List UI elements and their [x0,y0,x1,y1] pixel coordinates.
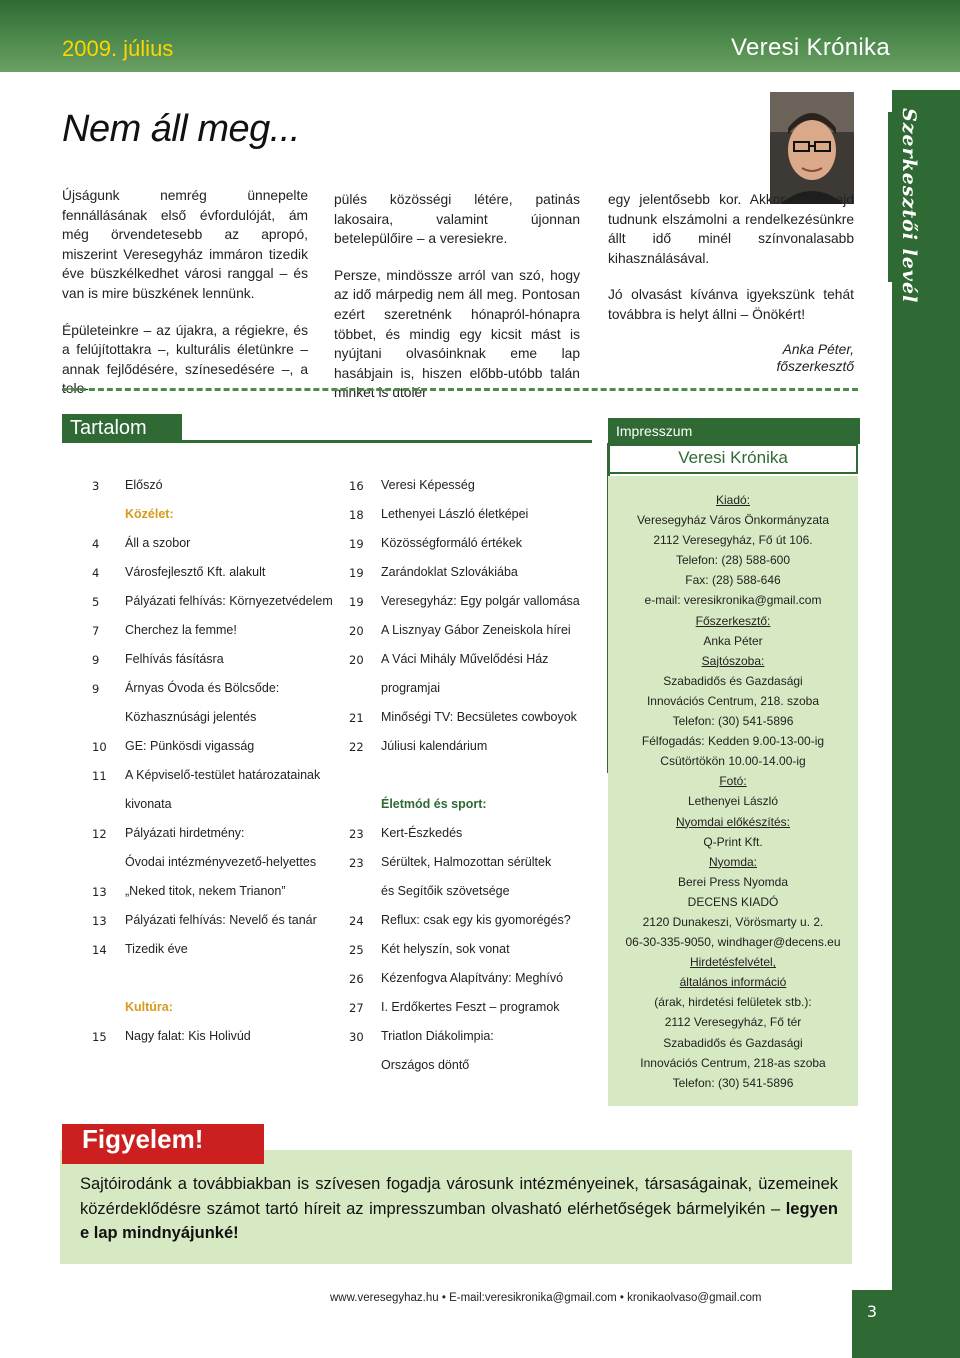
toc-entry: Lethenyei László életképei [381,507,529,521]
toc-entry: Zarándoklat Szlovákiába [381,565,518,579]
toc-entry: Nagy falat: Kis Holivúd [125,1029,251,1043]
toc-entry: Felhívás fásításra [125,652,224,666]
impressum-line: e-mail: veresikronika@gmail.com [644,593,822,608]
issue-date: 2009. július [62,36,174,61]
impressum-line: Szabadidős és Gazdasági [663,1035,803,1050]
toc-entry: Két helyszín, sok vonat [381,942,510,956]
impressum-key: Nyomdai előkészítés: [675,814,791,829]
toc-page-number: 20 [349,624,364,638]
portrait-image [770,92,854,204]
impressum-key: Nyomda: [708,854,758,869]
section-divider [62,388,858,391]
impressum-line: Q-Print Kft. [703,834,763,849]
toc-page-number: 19 [349,566,364,580]
toc-section-heading: Életmód és sport: [381,797,487,811]
paragraph: Újságunk nemrég ünnepelte fennállásának első évfordulóját, ám még örvendetesebb az apropó, miszerint Veresegyház immáron tizedik éve büszkélkedhet városi ranggal – és van is mire büszkének lennünk. [62,188,308,301]
toc-page-number: 15 [92,1030,107,1044]
toc-page-number: 24 [349,914,364,928]
toc-page-number: 16 [349,479,364,493]
impressum-line: Csütörtökön 10.00-14.00-ig [660,754,806,769]
toc-page-number: 9 [92,682,100,696]
impressum-line: Innovációs Centrum, 218. szoba [646,693,820,708]
toc-entry: Reflux: csak egy kis gyomorégés? [381,913,571,927]
toc-page-number: 12 [92,827,107,841]
toc-page-number: 19 [349,537,364,551]
toc-page-number: 14 [92,943,107,957]
toc-entry: GE: Pünkösdi vigasság [125,739,255,753]
toc-entry: A Képviselő-testület határozatainak [125,768,321,782]
toc-entry: Júliusi kalendárium [381,739,488,753]
toc-entry: Minőségi TV: Becsületes cowboyok [381,710,577,724]
impressum-key: Főszerkesztő: [695,613,771,628]
signature-name: Anka Péter, [782,341,854,357]
toc-page-number: 20 [349,653,364,667]
toc-page-number: 4 [92,566,100,580]
impressum-line: Szabadidős és Gazdasági [663,673,803,688]
impressum-line: Veresegyház Város Önkormányzata [636,513,830,528]
impressum-key: általános információ [679,975,787,990]
impressum-tab: Impresszum [608,418,860,444]
toc-entry: Veresi Képesség [381,478,475,492]
impressum-line: 06-30-335-9050, windhager@decens.eu [625,935,841,950]
toc-entry: programjai [381,681,441,695]
toc-entry: Áll a szobor [125,536,191,550]
notice-emphasis: legyen e lap mindnyájunké! [80,1199,838,1242]
toc-entry: kivonata [125,797,172,811]
impressum-line: Telefon: (28) 588-600 [675,553,791,568]
toc-entry: Közösségformáló értékek [381,536,523,550]
paragraph: Jó olvasást kívánva igyekszünk tehát továbbra is helyt állni – Önökért! [608,287,854,322]
toc-page-number: 23 [349,856,364,870]
toc-entry: Triatlon Diákolimpia: [381,1029,494,1043]
toc-page-number: 25 [349,943,364,957]
impressum-line: Telefon: (30) 541-5896 [672,714,794,729]
notice-body: Sajtóirodánk a továbbiakban is szívesen fogadja városunk intézményeinek, társaságainak, üzemeinek közérdeklődésre számot tartó híreit az impresszumban olvasható elérhetőségek bármelyikén – [80,1175,838,1218]
article-title: Nem áll meg... [62,108,300,150]
toc-entry: Pályázati hirdetmény: [125,826,245,840]
toc-page-number: 26 [349,972,364,986]
toc-page-number: 13 [92,914,107,928]
toc-page-number: 11 [92,769,107,783]
impressum-line: 2112 Veresegyház, Fő út 106. [653,533,813,548]
toc-entry: Pályázati felhívás: Nevelő és tanár [125,913,317,927]
toc-page-number: 13 [92,885,107,899]
toc-entry: Pályázati felhívás: Környezetvédelem [125,594,333,608]
toc-page-number: 9 [92,653,100,667]
toc-entry: Országos döntő [381,1058,470,1072]
impressum-line: 2120 Dunakeszi, Vörösmarty u. 2. [642,914,824,929]
notice-text [80,1172,838,1246]
editor-photo [770,92,854,204]
paragraph: pülés közösségi létére, patinás lakosaira, valamint újonnan betelepülőire – a veresiekre. [334,192,580,247]
paragraph: Persze, mindössze arról van szó, hogy az idő márpedig nem áll meg. Pontosan ezért szeretnénk hónapról-hónapra többet, és mindig egy kicsit mást is nyújtani olvasóinknak eme lap hasábjain is, hiszen előbb-utóbb talán minket is utolér [334,267,580,401]
toc-page-number: 4 [92,537,100,551]
toc-entry: Kézenfogva Alapítvány: Meghívó [381,971,564,985]
toc-entry: Árnyas Óvoda és Bölcsőde: [125,681,280,695]
toc-page-number: 22 [349,740,364,754]
page-number-box [852,1290,892,1358]
toc-entry: Városfejlesztő Kft. alakult [125,565,266,579]
impressum-title: Veresi Krónika [678,448,788,467]
impressum-line: Anka Péter [703,633,763,648]
paragraph: Épületeinkre – az újakra, a régiekre, és a felújítottakra –, kulturális életünkre – annak fejlődésére, színesedésére –, a tele- [62,322,308,397]
toc-page-number: 7 [92,624,100,638]
toc-entry: Kert-Észkedés [381,826,463,840]
side-label: Szerkesztői levél [898,108,920,304]
toc-page-number: 18 [349,508,364,522]
toc-entry: Veresegyház: Egy polgár vallomása [381,594,580,608]
impressum-key: Sajtószoba: [701,653,765,668]
toc-entry: A Váci Mihály Művelődési Ház [381,652,549,666]
signature-role: főszerkesztő [776,359,854,375]
impressum-line: Berei Press Nyomda [677,874,789,889]
toc-entry: Sérültek, Halmozottan sérültek [381,855,552,869]
impressum-key: Fotó: [719,774,747,789]
toc-page-number: 10 [92,740,107,754]
toc-entry: Előszó [125,478,163,492]
impressum-line: Telefon: (30) 541-5896 [672,1075,794,1090]
toc-entry: I. Erdőkertes Feszt – programok [381,1000,560,1014]
magazine-title: Veresi Krónika [731,34,890,61]
article-column-1 [62,186,308,416]
toc-page-number: 27 [349,1001,364,1015]
impressum-key: Kiadó: [715,493,751,507]
toc-entry: Tizedik éve [125,942,188,956]
toc-page-number: 23 [349,827,364,841]
impressum-key: Hirdetésfelvétel, [689,955,777,970]
toc-entry: Közhasznúsági jelentés [125,710,257,724]
footer-links: www.veresegyhaz.hu • E-mail:veresikronika@gmail.com • kronikaolvaso@gmail.com [330,1292,762,1304]
impressum-line: Innovációs Centrum, 218-as szoba [640,1055,826,1070]
impressum-line: Lethenyei László [687,794,779,809]
impressum-line: (árak, hirdetési felületek stb.): [654,995,812,1010]
toc-page-number: 3 [92,479,100,493]
article-column-2 [334,190,580,420]
toc-page-number: 5 [92,595,100,609]
toc-entry: A Lisznyay Gábor Zeneiskola hírei [381,623,571,637]
toc-title: Tartalom [62,414,182,443]
impressum-line: Fax: (28) 588-646 [685,573,781,588]
impressum-line: DECENS KIADÓ [687,894,779,909]
article-column-3 [608,190,854,377]
paragraph: egy jelentősebb kor. Akkor kell majd tudnunk elszámolni a rendelkezésünkre állt idő minél színvonalasabb kihasználásával. [608,192,854,266]
toc-entry: „Neked titok, nekem Trianon” [125,884,286,898]
page-number: 3 [866,1302,878,1321]
toc-entry: Óvodai intézményvezető-helyettes [125,855,317,869]
toc-page-number: 19 [349,595,364,609]
notice-title: Figyelem! [82,1124,204,1154]
side-label-box [888,108,922,304]
toc-entry: és Segítőik szövetsége [381,884,510,898]
impressum-line: 2112 Veresegyház, Fő tér [664,1015,802,1030]
impressum-line: Félfogadás: Kedden 9.00-13-00-ig [641,734,825,749]
toc-page-number: 30 [349,1030,364,1044]
toc-page-number: 21 [349,711,364,725]
toc-entry: Cherchez la femme! [125,623,237,637]
toc-section-heading: Kultúra: [125,1000,173,1014]
impressum-lines [608,490,858,1093]
toc-section-heading: Közélet: [125,507,174,521]
